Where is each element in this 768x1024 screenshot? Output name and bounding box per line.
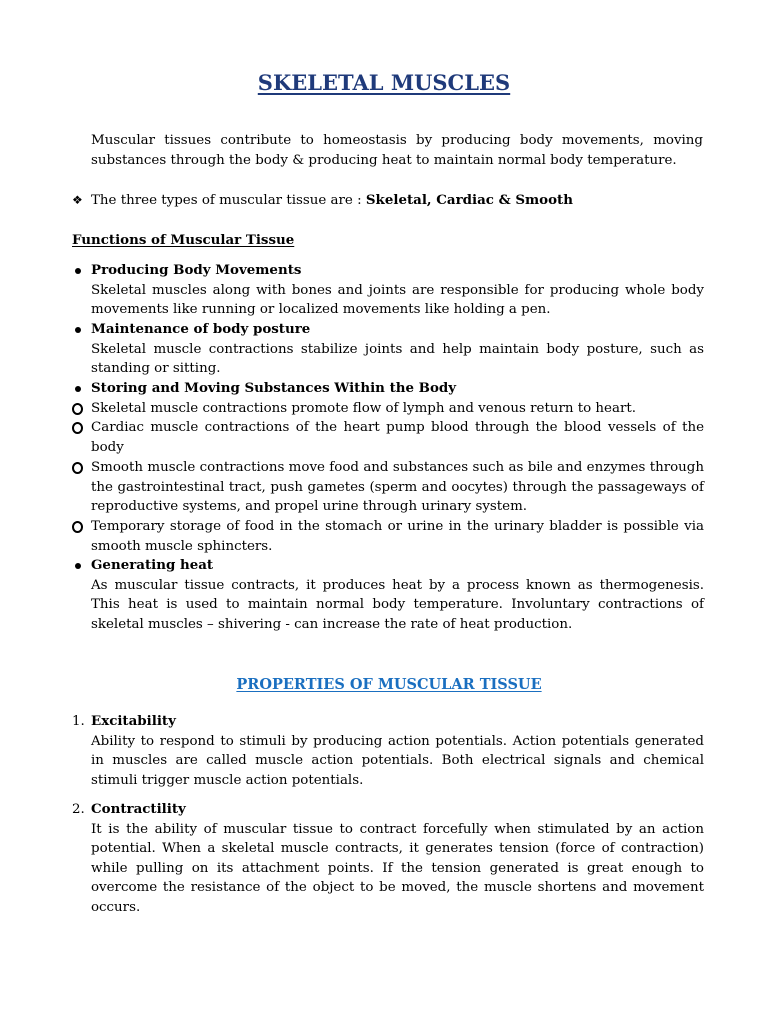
numbered-item	[72, 800, 704, 918]
circle-bullet-icon	[72, 458, 90, 481]
sub-list-item	[72, 458, 704, 517]
list-item-title: Generating heat	[91, 557, 214, 573]
types-bold: Skeletal, Cardiac & Smooth	[365, 192, 573, 208]
list-item-text: Skeletal muscles along with bones and joints are responsible for producing whole body movements like running or localized movements like holding a pen.	[91, 282, 704, 318]
sub-item-text: Skeletal muscle contractions promote flow of lymph and venous return to heart.	[91, 401, 636, 416]
sub-list-item	[72, 517, 704, 556]
item-number: 2.	[72, 802, 85, 817]
bullet-dot-icon	[72, 556, 90, 576]
list-item-title: Storing and Moving Substances Within the Body	[91, 380, 457, 396]
sub-item-text: Smooth muscle contractions move food and substances such as bile and enzymes through the gastrointestinal tract, push gametes (sperm and oocytes) through the passageways of reproductive systems, and propel urine through urinary system.	[91, 460, 704, 515]
page-title: SKELETAL MUSCLES	[257, 70, 511, 95]
numbered-item-title: Excitability	[91, 713, 176, 729]
types-prefix: The three types of muscular tissue are :	[91, 193, 366, 208]
types-line	[72, 191, 704, 211]
properties-heading: PROPERTIES OF MUSCULAR TISSUE	[236, 676, 542, 693]
sub-item-text: Temporary storage of food in the stomach or urine in the urinary bladder is possible via smooth muscle sphincters.	[91, 519, 704, 554]
circle-bullet-icon	[72, 517, 90, 540]
list-item-title: Producing Body Movements	[91, 262, 302, 278]
diamond-bullet-icon: ❖	[72, 193, 83, 207]
list-item-text: As muscular tissue contracts, it produces heat by a process known as thermogenesis. This heat is used to maintain normal body temperature. Involuntary contractions of skeletal muscles – shivering - can increase the rate of heat production.	[91, 577, 704, 632]
functions-heading: Functions of Muscular Tissue	[72, 232, 295, 248]
sub-list-item	[72, 399, 704, 419]
bullet-dot-icon	[72, 261, 90, 281]
bullet-dot-icon	[72, 320, 90, 340]
sub-item-text: Cardiac muscle contractions of the heart pump blood through the blood vessels of the body	[91, 420, 704, 455]
list-item-title: Maintenance of body posture	[91, 321, 311, 337]
sub-list-item	[72, 418, 704, 457]
intro-paragraph: Muscular tissues contribute to homeostasis by producing body movements, moving substances through the body & producing heat to maintain normal body temperature.	[91, 133, 703, 168]
list-item	[72, 379, 704, 399]
numbered-item-title: Contractility	[91, 801, 186, 817]
list-item	[72, 261, 704, 320]
numbered-item-text: Ability to respond to stimuli by producing action potentials. Action potentials generated in muscles are called muscle action potentials. Both electrical signals and chemical stimuli trigger muscle action potentials.	[91, 733, 704, 788]
numbered-item-text: It is the ability of muscular tissue to contract forcefully when stimulated by an action potential. When a skeletal muscle contracts, it generates tension (force of contraction) while pulling on its attachment points. If the tension generated is great enough to overcome the resistance of the object to be moved, the muscle shortens and movement occurs.	[91, 821, 704, 915]
numbered-item	[72, 712, 704, 790]
circle-bullet-icon	[72, 418, 90, 441]
bullet-dot-icon	[72, 379, 90, 399]
list-item-text: Skeletal muscle contractions stabilize joints and help maintain body posture, such as standing or sitting.	[91, 341, 704, 377]
list-item	[72, 320, 704, 379]
item-number: 1.	[72, 714, 85, 729]
list-item	[72, 556, 704, 634]
